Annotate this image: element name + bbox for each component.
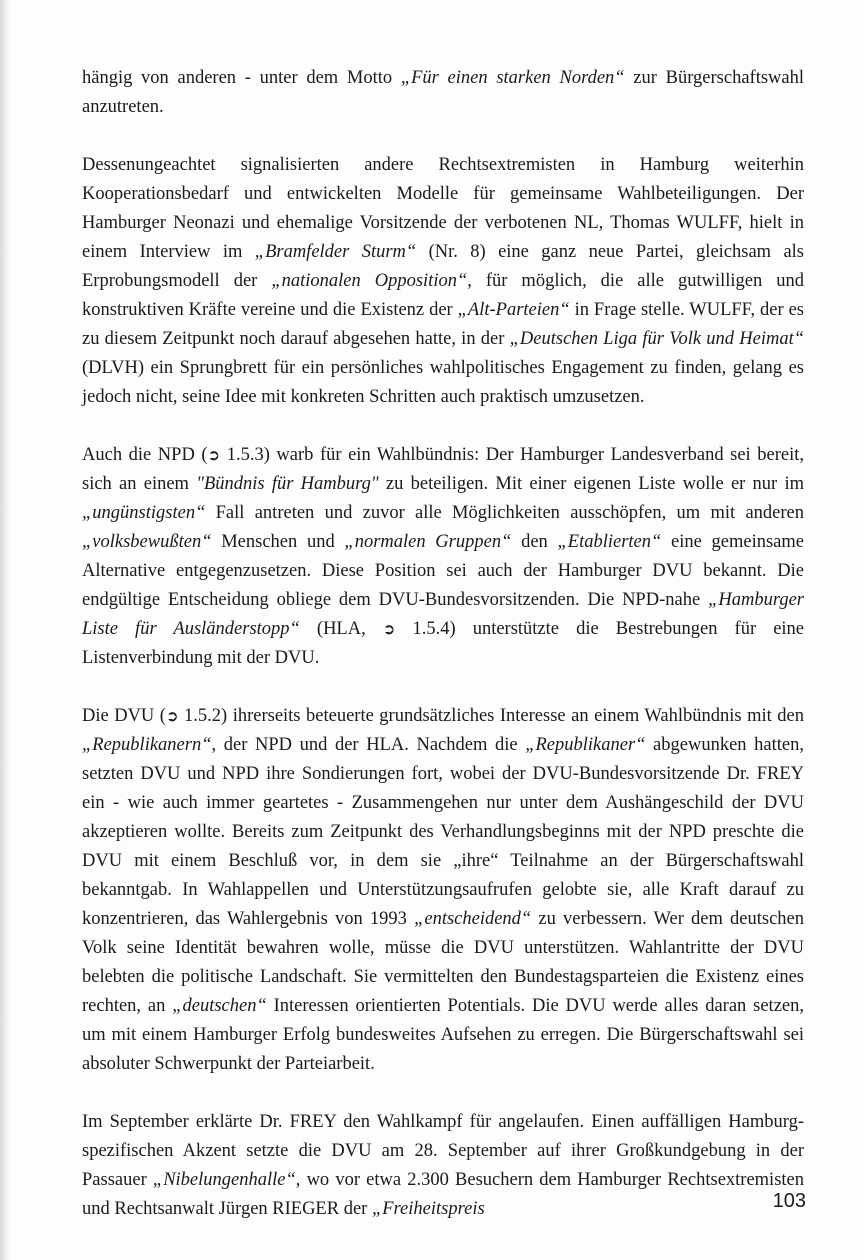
text-run: , der NPD und der HLA. Nachdem die <box>211 735 526 755</box>
quoted-term: „Für einen starken Norden“ <box>400 68 625 88</box>
text-run: (HLA, <box>299 619 383 639</box>
quoted-term: „ungünstigsten“ <box>82 503 206 523</box>
text-run: (Nr. 8) eine ganz neue Partei, gleichsam als Erprobungsmodell der <box>82 242 804 291</box>
paragraph-2 <box>82 151 804 412</box>
cross-reference-arrow-icon: ➲ <box>382 620 396 638</box>
paragraph-4 <box>82 702 804 1079</box>
text-run: eine gemeinsame Alternative entgegenzusetzen. Diese Position sei auch der Hamburger DVU bekannt. Die endgültige Entscheidung obliege dem DVU-Bundesvorsitzenden. Die NPD-nahe <box>82 532 804 610</box>
text-run: hängig von anderen - unter dem Motto <box>82 68 401 88</box>
quoted-term: „Etablierten“ <box>557 532 662 552</box>
quoted-term: "Bündnis für Hamburg" <box>196 474 379 494</box>
text-run: Auch die NPD ( <box>82 445 208 465</box>
text-run: Dessenungeachtet signalisierten andere Rechtsextremisten in Hamburg weiterhin Kooperationsbedarf und entwickelten Modelle für gemeinsame Wahlbeteiligungen. Der Hamburger Neonazi und ehemalige Vorsitzende der verbotenen NL, Thomas WULFF, hielt in einem Interview im <box>82 155 804 262</box>
text-run: , wo vor etwa 2.300 Besuchern dem Hamburger Rechtsextremisten und Rechtsanwalt Jürgen RIEGER der <box>82 1170 804 1219</box>
quoted-term: „normalen Gruppen“ <box>344 532 512 552</box>
text-run: Im September erklärte Dr. FREY den Wahlkampf für angelaufen. Einen auffälligen Hamburg-spezifischen Akzent setzte die DVU am 28. September auf ihrer Großkundgebung in der Passauer <box>82 1112 804 1190</box>
quoted-term: „Deutschen Liga für Volk und Heimat“ <box>509 329 804 349</box>
cross-reference-arrow-icon: ➲ <box>165 707 179 725</box>
cross-reference-arrow-icon: ➲ <box>207 446 221 464</box>
text-run: 1.5.3) warb für ein Wahlbündnis: Der Hamburger Landesverband sei bereit, sich an einem <box>82 445 804 494</box>
text-run: 1.5.2) ihrerseits beteuerte grundsätzliches Interesse an einem Wahlbündnis mit den <box>178 706 804 726</box>
text-run: 1.5.4) unterstützte die Bestrebungen für eine Listenverbindung mit der DVU. <box>82 619 805 668</box>
quoted-term: „Hamburger Liste für Ausländerstopp“ <box>82 590 804 639</box>
text-run: , für möglich, die alle gutwilligen und konstruktiven Kräfte vereine und die Existenz der <box>82 271 804 320</box>
text-run: abgewunken hatten, setzten DVU und NPD ihre Sondierungen fort, wobei der DVU-Bundesvorsitzende Dr. FREY ein - wie auch immer geartetes - Zusammengehen nur unter dem Aushängeschild der DVU akzeptieren wollte. Bereits zum Zeitpunkt des Verhandlungsbeginns mit der NPD preschte die DVU mit einem Beschluß vor, in dem sie „ihre“ Teilnahme an der Bürgerschaftswahl bekanntgab. In Wahlappellen und Unterstützungsaufrufen gelobte sie, alle Kraft darauf zu konzentrieren, das Wahlergebnis von 1993 <box>82 735 804 929</box>
body-text-column <box>82 64 804 1253</box>
quoted-term: „Republikaner“ <box>525 735 646 755</box>
page-number: 103 <box>772 1190 806 1212</box>
page-gutter-shadow <box>0 0 10 1260</box>
quoted-term: „Nibelungenhalle“ <box>152 1170 296 1190</box>
text-run: zur Bürgerschaftswahl anzutreten. <box>82 68 804 117</box>
quoted-term: „Republikanern“ <box>82 735 212 755</box>
quoted-term: „deutschen“ <box>172 996 267 1016</box>
text-run: (DLVH) ein Sprungbrett für ein persönliches wahlpolitisches Engagement zu finden, gelang es jedoch nicht, seine Idee mit konkreten Schritten auch praktisch umzusetzen. <box>82 358 804 407</box>
text-run: Die DVU ( <box>82 706 166 726</box>
text-run: den <box>511 532 558 552</box>
paragraph-3 <box>82 441 804 673</box>
quoted-term: „Alt-Parteien“ <box>457 300 570 320</box>
quoted-term: „Freiheitspreis <box>371 1199 485 1219</box>
paragraph-5 <box>82 1108 804 1224</box>
paragraph-1 <box>82 64 804 122</box>
text-run: in Frage stelle. WULFF, der es zu diesem Zeitpunkt noch darauf abgesehen hatte, in der <box>82 300 804 349</box>
quoted-term: „entscheidend“ <box>414 909 532 929</box>
quoted-term: „nationalen Opposition“ <box>271 271 468 291</box>
quoted-term: „volksbewußten“ <box>82 532 212 552</box>
text-run: Fall antreten und zuvor alle Möglichkeiten ausschöpfen, um mit anderen <box>205 503 804 523</box>
text-run: zu verbessern. Wer dem deutschen Volk seine Identität bewahren wolle, müsse die DVU unterstützen. Wahlantritte der DVU belebten die politische Landschaft. Sie vermittelten den Bundestagsparteien die Existenz eines rechten, an <box>82 909 804 1016</box>
text-run: zu beteiligen. Mit einer eigenen Liste wolle er nur im <box>378 474 804 494</box>
quoted-term: „Bramfelder Sturm“ <box>254 242 417 262</box>
text-run: Interessen orientierten Potentials. Die DVU werde alles daran setzen, um mit einem Hamburger Erfolg bundesweites Aufsehen zu erregen. Die Bürgerschaftswahl sei absoluter Schwerpunkt der Parteiarbeit. <box>82 996 804 1074</box>
text-run: Menschen und <box>211 532 345 552</box>
